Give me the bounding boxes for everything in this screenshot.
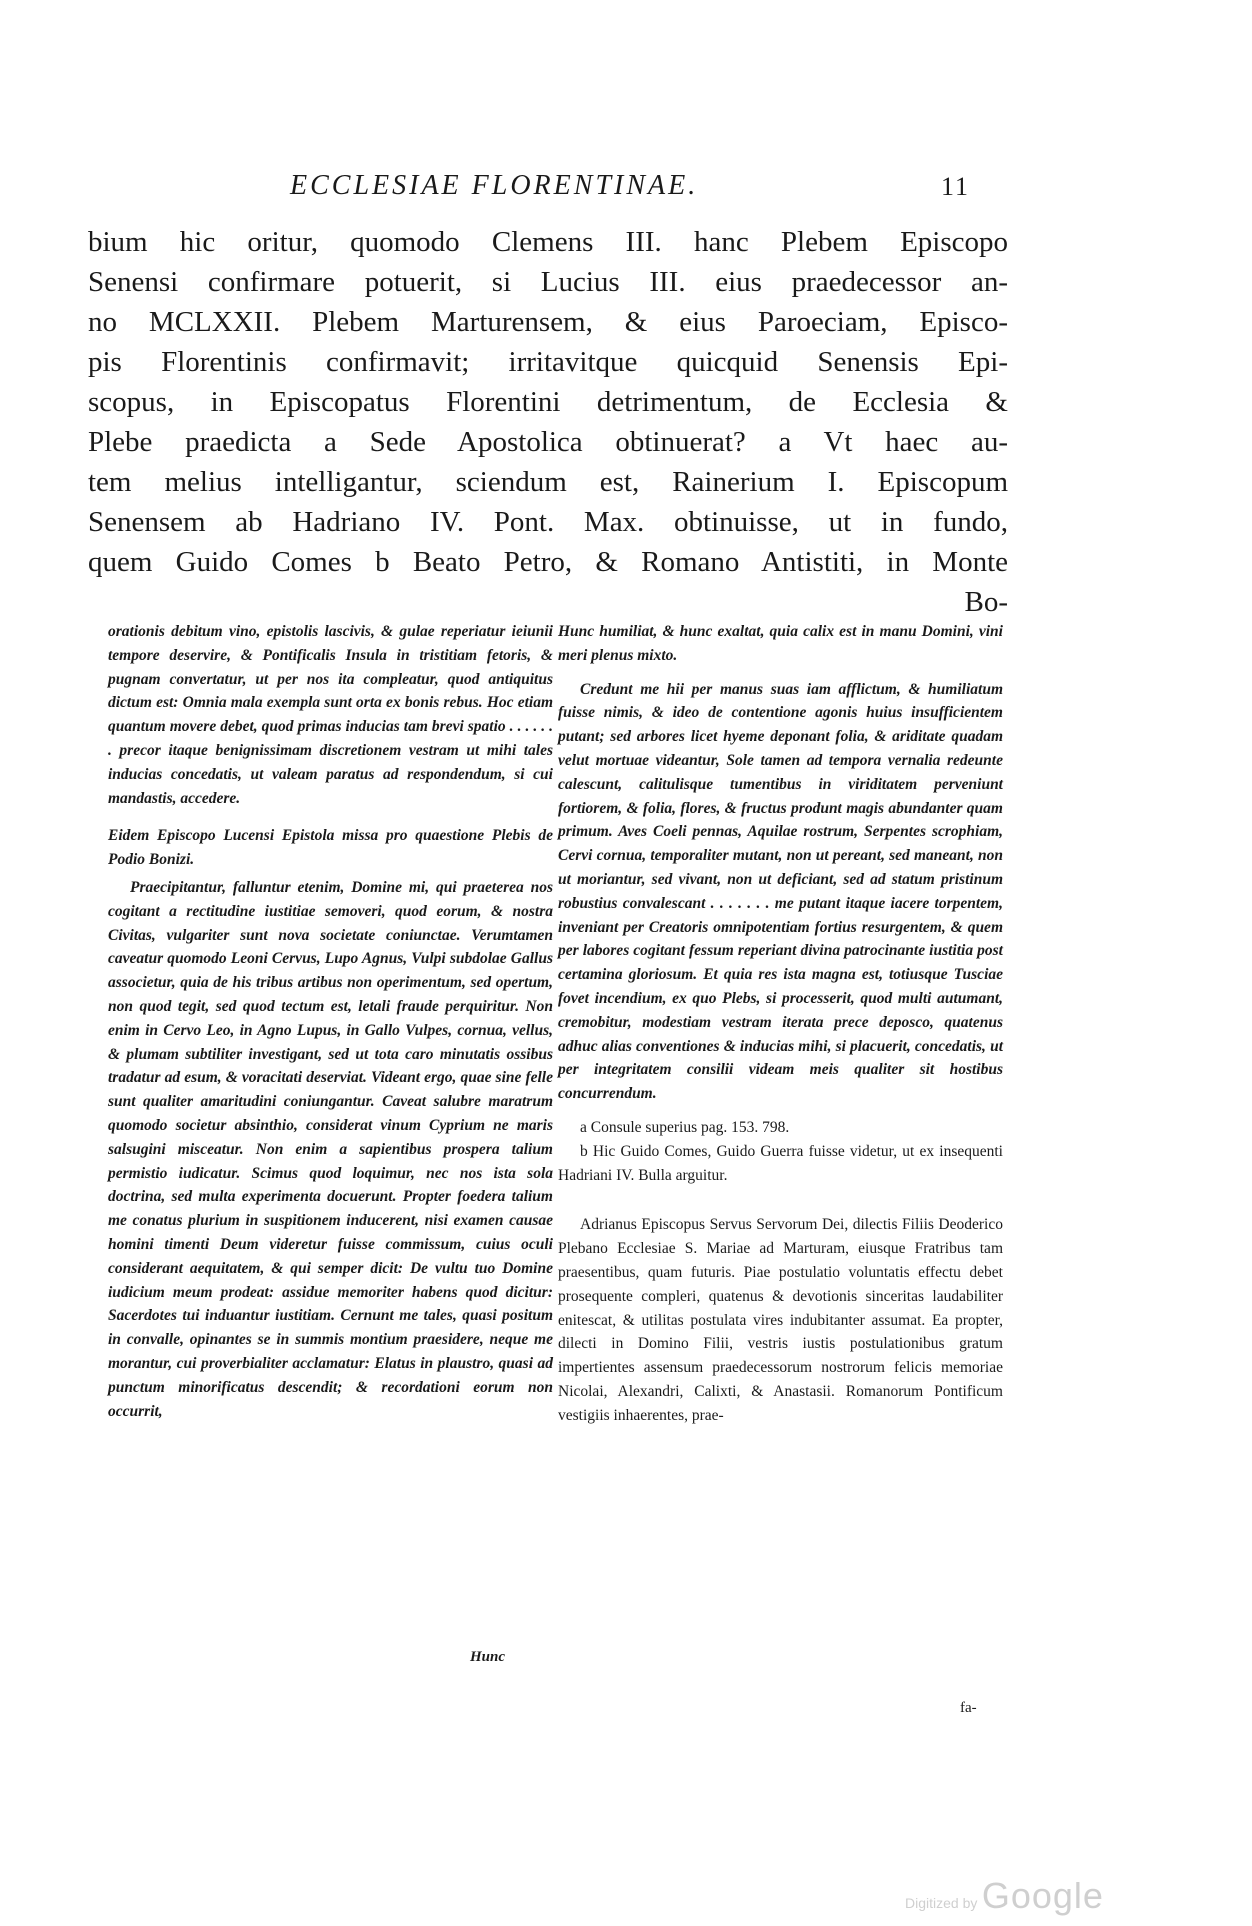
- papal-bull-text: Adrianus Episcopus Servus Servorum Dei, dilectis Filiis Deoderico Plebano Ecclesiae S. Mariae ad Marturam, eiusque Fratribus tam praesentibus, quam futuris. Piae postulatio voluntatis effectu debet prosequente compleri, quatenus & devotionis sinceritas laudabiliter enitescat, & utilitas postulata vires indubitanter assumat. Ea propter, dilecti in Domino Filii, vestris iustis postulationibus gratum impertientes assensum praedecessorum nostrorum felicis memoriae Nicolai, Alexandri, Calixti, & Anastasii. Romanorum Pontificum vestigiis inhaerentes, prae-: [558, 1216, 1003, 1424]
- main-text-line: bium hic oritur, quomodo Clemens III. hanc Plebem Episcopo: [88, 226, 1008, 258]
- digitized-watermark: [905, 1875, 1104, 1917]
- right-paragraph: Credunt me hii per manus suas iam afflictum, & humiliatum fuisse nimis, & ideo de contentione agonis huius insufficientem putant; sed arbores licet hyeme deponant folia, & ariditate quadam velut mortuae videantur, Sole tamen ad tempora vernalia redeunte calescunt, calitulisque tumentibus in viriditatem perveniunt fortiorem, & folia, flores, & fructus produnt magis abundanter quam primum. Aves Coeli pennas, Aquilae rostrum, Serpentes scrophiam, Cervi cornua, temporaliter mutant, non ut pereant, sed maneant, non ut moriantur, sed vivant, non ut deficiant, sed ad statum pristinum robustius convalescant . . . . . . . me putant itaque iacere torpentem, inveniant per Creatoris omnipotentiam fortius resurgentem, & quem per labores cogitant fessum reperiant divina patrocinante iustitia post certamina gloriosum. Et quia res ista magna est, totiusque Tusciae fovet incendium, ex quo Plebs, si processerit, quod multi autumant, cremobitur, modestiam vestram iterata prece deposco, quatenus adhuc alias conventiones & inducias mihi, si placuerit, concedatis, ut per integritatem consilii videam meis qualiter sit hostibus concurrendum.: [558, 680, 1003, 1103]
- main-catchword: Bo-: [964, 586, 1008, 618]
- left-paragraph: Praecipitantur, falluntur etenim, Domine mi, qui praeterea nos cogitant a rectitudine iustitiae semoveri, quod eorum, & nostra Civitas, vulgariter sunt nova societate coniunctae. Verumtamen caveatur quomodo Leoni Cervus, Lupo Agnus, Vulpi subdolae Gallus associetur, quia de his tribus artibus non operimentum, sed opertum, non quod tegit, sed quod tectum est, letali fraude perquiritur. Non enim in Cervo Leo, in Agno Lupus, in Gallo Vulpes, cornua, vellus, & plumam subtiliter investigant, sed ut tota caro minutatis ossibus tradatur ad esum, & voracitati deserviat. Videant ergo, quae sine felle sunt qualiter amaritudini coniungantur. Caveat salubre maratrum quomodo societur absinthio, considerat vinum Cyprium ne maris salsugini misceatur. Non enim a sapientibus prospera talium permistio iudicatur. Scimus quod loquimur, nec nos ista sola doctrina, sed multa experimenta docuerunt. Propter foedera talium me conatus plurium in suspitionem inducerent, nisi examen causae homini timenti Deum videretur fuisse commissum, cuius oculi considerant aequitatem, & qui semper dicit: De vultu tuo Domine iudicium meum prodeat: assidue memoriter habens quod dicitur: Sacerdotes tui induantur iustitiam. Cernunt me tales, quasi positum in convalle, opinantes se in summis montium praesidere, neque me morantur, cui proverbialiter acclamatur: Elatus in plaustro, quasi ad punctum minorificatus descendit; & recordationi eorum non occurrit,: [108, 878, 553, 1420]
- running-title: ECCLESIAE FLORENTINAE.: [290, 170, 699, 201]
- main-text-block: [88, 222, 1008, 622]
- right-catchword: fa-: [960, 1700, 977, 1716]
- footnote-b: b Hic Guido Comes, Guido Guerra fuisse videtur, ut ex insequenti Hadriani IV. Bulla arguitur.: [558, 1142, 1003, 1184]
- right-paragraph: Hunc humiliat, & hunc exaltat, quia calix est in manu Domini, vini meri plenus mixto.: [558, 623, 1003, 664]
- footnote-a: a Consule superius pag. 153. 798.: [580, 1118, 790, 1136]
- main-text-line: Senensem ab Hadriano IV. Pont. Max. obtinuisse, ut in fundo,: [88, 506, 1008, 538]
- main-text-line: pis Florentinis confirmavit; irritavitque quicquid Senensis Epi-: [88, 346, 1008, 378]
- letter-title: Eidem Episcopo Lucensi Epistola missa pro quaestione Plebis de Podio Bonizi.: [108, 827, 553, 869]
- left-catchword: Hunc: [470, 1649, 506, 1665]
- watermark-small-text: Digitized by: [905, 1895, 978, 1911]
- right-column: [558, 620, 1003, 1438]
- page-number: 11: [940, 172, 970, 201]
- left-paragraph: orationis debitum vino, epistolis lascivis, & gulae reperiatur ieiunii tempore deservire, & Pontificalis Insula in tristitiam fetoris, & pugnam convertatur, ut per nos ita compleatur, quod antiquitus dictum est: Omnia mala exempla sunt orta ex bonis rebus. Hoc etiam quantum movere debet, quod primas inducias tam brevi spatio . . . . . . . precor itaque benignissimam discretionem vestram ut mihi tales inducias concedatis, ut valeam paratus ad respondendum, si cui mandastis, accedere.: [108, 623, 553, 807]
- main-text-line: quem Guido Comes b Beato Petro, & Romano Antistiti, in Monte: [88, 546, 1008, 578]
- main-text-line: Senensi confirmare potuerit, si Lucius III. eius praedecessor an-: [88, 266, 1008, 298]
- main-text-line: no MCLXXII. Plebem Marturensem, & eius Paroeciam, Episco-: [88, 306, 1008, 338]
- main-text-line: tem melius intelligantur, sciendum est, Rainerium I. Episcopum: [88, 466, 1008, 498]
- left-column: [108, 620, 553, 1433]
- main-text-line: Plebe praedicta a Sede Apostolica obtinuerat? a Vt haec au-: [88, 426, 1008, 458]
- page-header: [290, 170, 970, 210]
- watermark-brand: Google: [981, 1875, 1104, 1916]
- main-text-line: scopus, in Episcopatus Florentini detrimentum, de Ecclesia &: [88, 386, 1008, 418]
